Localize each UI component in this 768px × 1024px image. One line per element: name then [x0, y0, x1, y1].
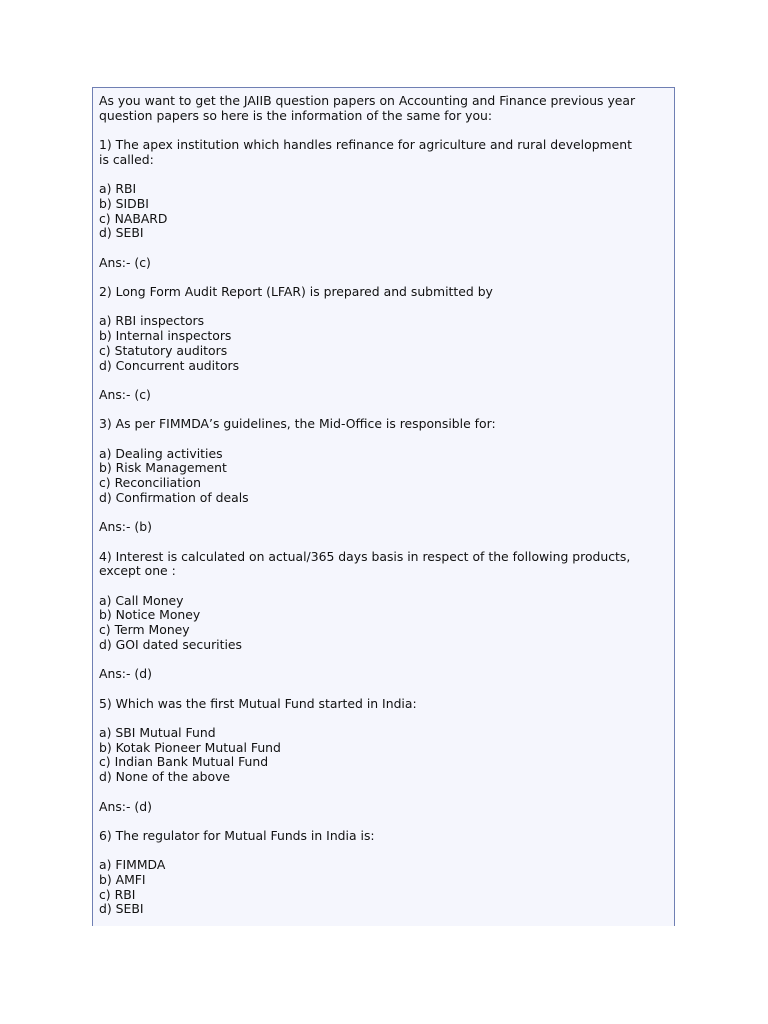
question-block-4 — [99, 550, 668, 682]
spacer — [99, 653, 668, 668]
question-text: is called: — [99, 151, 154, 167]
option: b) SIDBI — [99, 195, 149, 211]
option: c) RBI — [99, 886, 136, 902]
intro-paragraph — [99, 94, 668, 123]
option: d) SEBI — [99, 225, 144, 241]
spacer — [99, 535, 668, 550]
document-text-box — [92, 87, 675, 926]
question-block-3 — [99, 417, 668, 535]
option: c) Statutory auditors — [99, 342, 228, 358]
option: a) RBI — [99, 181, 137, 197]
answer: Ans:- (d) — [99, 666, 152, 682]
spacer — [99, 270, 668, 285]
question-text: except one : — [99, 563, 176, 579]
option: a) SBI Mutual Fund — [99, 725, 216, 741]
answer: Ans:- (d) — [99, 798, 152, 814]
question-text: 6) The regulator for Mutual Funds in India is: — [99, 827, 375, 843]
option: a) Call Money — [99, 592, 184, 608]
option: b) Notice Money — [99, 607, 201, 623]
option: c) NABARD — [99, 210, 168, 226]
option: d) GOI dated securities — [99, 636, 242, 652]
option: a) Dealing activities — [99, 445, 223, 461]
spacer — [99, 373, 668, 388]
answer: Ans:- (b) — [99, 519, 152, 535]
spacer — [99, 579, 668, 594]
option: b) Internal inspectors — [99, 328, 232, 344]
option: c) Indian Bank Mutual Fund — [99, 754, 269, 770]
intro-line: As you want to get the JAIIB question papers on Accounting and Finance previous year — [99, 93, 636, 108]
option: d) SEBI — [99, 901, 144, 917]
question-text: 3) As per FIMMDA’s guidelines, the Mid-Office is responsible for: — [99, 416, 496, 432]
spacer — [99, 241, 668, 256]
option: d) None of the above — [99, 769, 231, 785]
option: d) Confirmation of deals — [99, 489, 249, 505]
question-text: 1) The apex institution which handles refinance for agriculture and rural development — [99, 137, 632, 153]
question-block-6 — [99, 829, 668, 917]
question-block-1 — [99, 138, 668, 270]
question-text: 5) Which was the first Mutual Fund started in India: — [99, 695, 417, 711]
spacer — [99, 711, 668, 726]
spacer — [99, 403, 668, 418]
option: c) Term Money — [99, 622, 190, 638]
spacer — [99, 844, 668, 859]
question-block-5 — [99, 697, 668, 815]
spacer — [99, 785, 668, 800]
question-block-2 — [99, 285, 668, 403]
option: a) RBI inspectors — [99, 313, 205, 329]
spacer — [99, 168, 668, 183]
intro-line: question papers so here is the information of the same for you: — [99, 107, 493, 123]
question-text: 2) Long Form Audit Report (LFAR) is prepared and submitted by — [99, 284, 493, 300]
spacer — [99, 432, 668, 447]
spacer — [99, 814, 668, 829]
answer: Ans:- (c) — [99, 386, 151, 402]
option: d) Concurrent auditors — [99, 357, 240, 373]
spacer — [99, 506, 668, 521]
spacer — [99, 300, 668, 315]
spacer — [99, 123, 668, 138]
option: b) AMFI — [99, 872, 146, 887]
answer: Ans:- (c) — [99, 254, 151, 270]
option: b) Risk Management — [99, 460, 227, 476]
question-text: 4) Interest is calculated on actual/365 days basis in respect of the following products, — [99, 548, 631, 564]
spacer — [99, 682, 668, 697]
option: c) Reconciliation — [99, 475, 201, 491]
option: b) Kotak Pioneer Mutual Fund — [99, 739, 281, 755]
option: a) FIMMDA — [99, 857, 166, 873]
